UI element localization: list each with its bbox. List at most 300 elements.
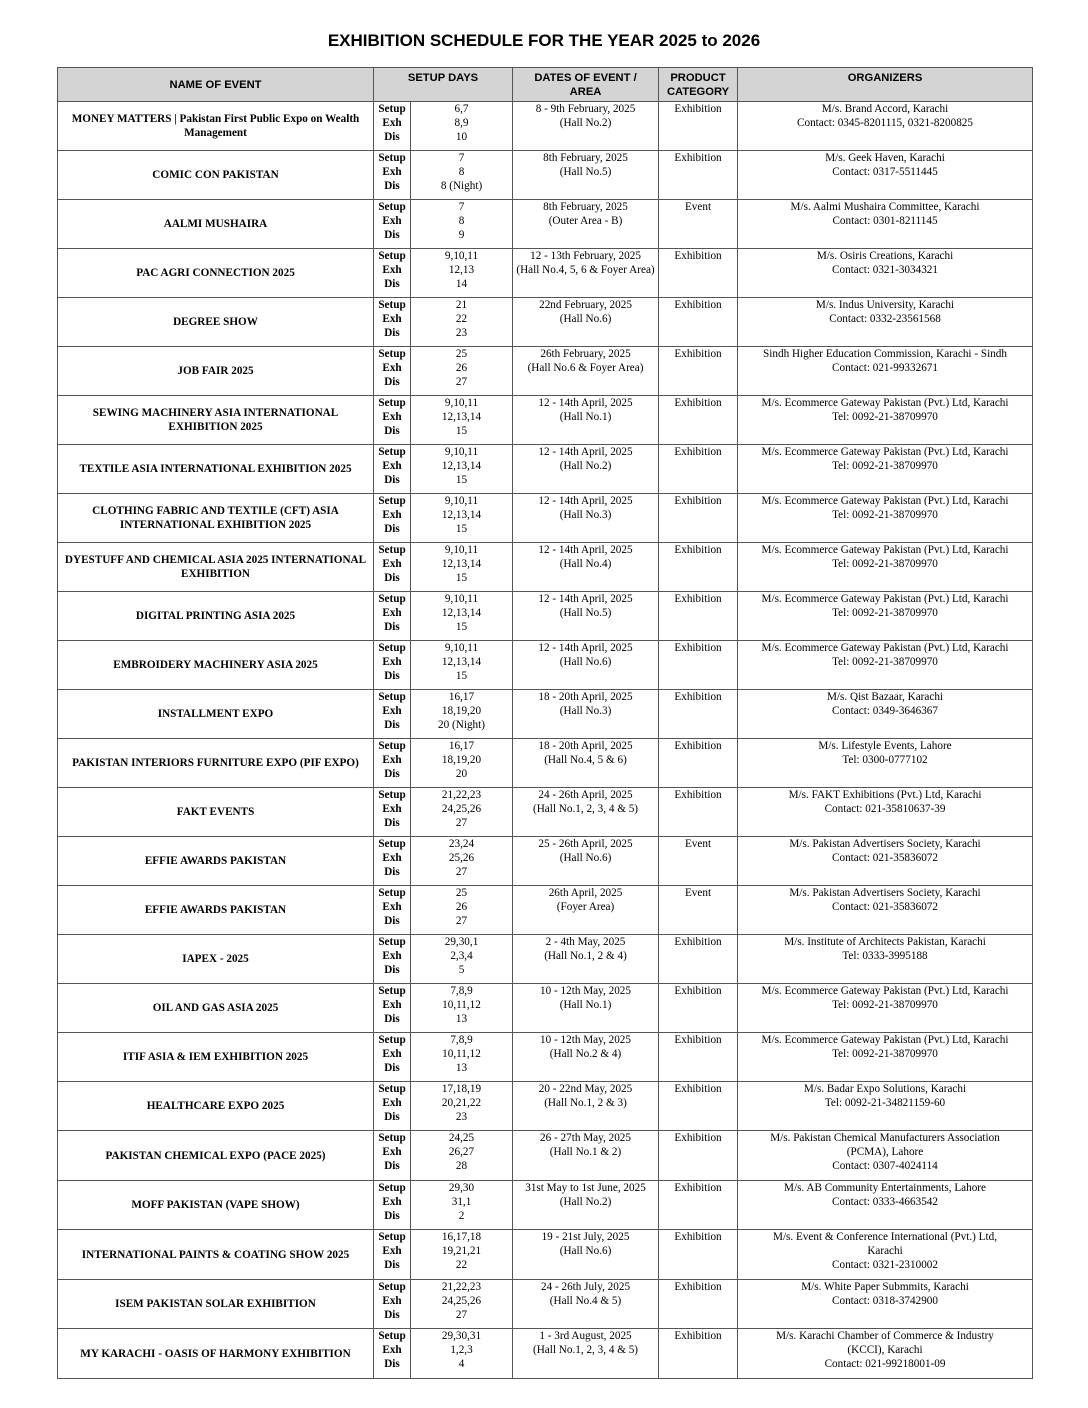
header-dates-line2: AREA — [569, 86, 602, 98]
phase-labels — [374, 200, 411, 249]
exh-days: 24,25,26 — [441, 1295, 482, 1307]
table-row — [58, 935, 1033, 984]
product-category: Exhibition — [659, 543, 738, 592]
table-row — [58, 641, 1033, 690]
setup-label: Setup — [378, 1034, 406, 1046]
phase-labels — [374, 1131, 411, 1181]
exh-label: Exh — [382, 313, 402, 325]
setup-days: 16,17 — [448, 740, 475, 752]
dis-days: 20 (Night) — [438, 719, 485, 731]
dis-label: Dis — [384, 719, 400, 731]
product-category: Exhibition — [659, 1033, 738, 1082]
event-name: CLOTHING FABRIC AND TEXTILE (CFT) ASIA INTERNATIONAL EXHIBITION 2025 — [58, 494, 374, 543]
setup-days: 21,22,23 — [441, 789, 482, 801]
organizer — [738, 592, 1033, 641]
table-row — [58, 494, 1033, 543]
phase-labels — [374, 1082, 411, 1131]
phase-labels — [374, 1230, 411, 1280]
dis-days: 15 — [455, 621, 468, 633]
product-category: Exhibition — [659, 494, 738, 543]
product-category: Exhibition — [659, 298, 738, 347]
event-name: MY KARACHI - OASIS OF HARMONY EXHIBITION — [58, 1329, 374, 1379]
phase-labels — [374, 102, 411, 151]
setup-days: 23,24 — [448, 838, 475, 850]
event-area: (Hall No.1, 2, 3, 4 & 5) — [533, 1344, 639, 1356]
phase-labels — [374, 886, 411, 935]
event-date: 31st May to 1st June, 2025 — [525, 1182, 646, 1194]
setup-days: 9,10,11 — [444, 250, 479, 262]
organizer — [738, 837, 1033, 886]
exh-label: Exh — [382, 411, 402, 423]
organizer-line: Contact: 0301-8211145 — [832, 215, 938, 227]
exh-label: Exh — [382, 803, 402, 815]
product-category: Exhibition — [659, 739, 738, 788]
setup-days: 7,8,9 — [450, 985, 473, 997]
organizer — [738, 200, 1033, 249]
dis-label: Dis — [384, 327, 400, 339]
header-dates-line1: DATES OF EVENT / — [534, 72, 637, 84]
event-area: (Hall No.2) — [559, 460, 612, 472]
phase-days — [411, 494, 513, 543]
phase-days — [411, 200, 513, 249]
event-name: PAKISTAN INTERIORS FURNITURE EXPO (PIF EXPO) — [58, 739, 374, 788]
header-name-of-event: NAME OF EVENT — [58, 68, 374, 102]
event-area: (Hall No.1, 2 & 3) — [544, 1097, 627, 1109]
event-name: IAPEX - 2025 — [58, 935, 374, 984]
event-name: DYESTUFF AND CHEMICAL ASIA 2025 INTERNATIONAL EXHIBITION — [58, 543, 374, 592]
organizer-line: Tel: 0092-21-38709970 — [832, 460, 938, 472]
setup-label: Setup — [378, 299, 406, 311]
setup-label: Setup — [378, 1132, 406, 1144]
setup-label: Setup — [378, 789, 406, 801]
table-row — [58, 249, 1033, 298]
phase-labels — [374, 788, 411, 837]
event-name: ITIF ASIA & IEM EXHIBITION 2025 — [58, 1033, 374, 1082]
event-dates-area — [513, 1131, 659, 1181]
header-product-category — [659, 68, 738, 102]
setup-days: 17,18,19 — [441, 1083, 482, 1095]
event-date: 10 - 12th May, 2025 — [540, 985, 631, 997]
phase-labels — [374, 494, 411, 543]
event-name: EFFIE AWARDS PAKISTAN — [58, 886, 374, 935]
dis-days: 4 — [458, 1358, 465, 1370]
exh-days: 8 — [458, 166, 465, 178]
dis-days: 13 — [455, 1013, 468, 1025]
organizer-line: (KCCI), Karachi — [847, 1344, 923, 1356]
exh-days: 12,13,14 — [441, 509, 482, 521]
event-area: (Hall No.6) — [559, 313, 612, 325]
event-dates-area — [513, 200, 659, 249]
phase-labels — [374, 641, 411, 690]
setup-days: 25 — [455, 887, 468, 899]
phase-days — [411, 1280, 513, 1329]
table-row — [58, 298, 1033, 347]
table-row — [58, 690, 1033, 739]
dis-days: 27 — [455, 866, 468, 878]
dis-days: 8 (Night) — [440, 180, 483, 192]
event-area: (Hall No.2) — [559, 1196, 612, 1208]
event-dates-area — [513, 641, 659, 690]
dis-days: 22 — [455, 1259, 468, 1271]
exh-days: 1,2,3 — [450, 1344, 473, 1356]
organizer-line: Contact: 021-99332671 — [832, 362, 938, 374]
event-area: (Foyer Area) — [556, 901, 615, 913]
organizer-line: (PCMA), Lahore — [846, 1146, 924, 1158]
event-date: 24 - 26th July, 2025 — [540, 1281, 631, 1293]
organizer-line: M/s. Lifestyle Events, Lahore — [818, 740, 952, 752]
event-date: 22nd February, 2025 — [539, 299, 632, 311]
organizer-line: M/s. FAKT Exhibitions (Pvt.) Ltd, Karachi — [788, 789, 982, 801]
setup-days: 9,10,11 — [444, 642, 479, 654]
event-name: PAKISTAN CHEMICAL EXPO (PACE 2025) — [58, 1131, 374, 1181]
phase-days — [411, 788, 513, 837]
phase-days — [411, 739, 513, 788]
dis-label: Dis — [384, 1013, 400, 1025]
exh-days: 31,1 — [451, 1196, 472, 1208]
dis-days: 15 — [455, 523, 468, 535]
event-area: (Hall No.1 & 2) — [549, 1146, 622, 1158]
phase-days — [411, 935, 513, 984]
event-name: MONEY MATTERS | Pakistan First Public Expo on Wealth Management — [58, 102, 374, 151]
event-area: (Hall No.3) — [559, 509, 612, 521]
setup-label: Setup — [378, 691, 406, 703]
phase-labels — [374, 249, 411, 298]
event-date: 12 - 14th April, 2025 — [538, 593, 633, 605]
dis-days: 27 — [455, 915, 468, 927]
organizer-line: Contact: 0349-3646367 — [832, 705, 938, 717]
table-row — [58, 984, 1033, 1033]
setup-days: 7 — [458, 152, 465, 164]
event-date: 25 - 26th April, 2025 — [538, 838, 633, 850]
event-date: 12 - 14th April, 2025 — [538, 544, 633, 556]
phase-days — [411, 1230, 513, 1280]
event-dates-area — [513, 543, 659, 592]
phase-days — [411, 1033, 513, 1082]
table-row — [58, 1033, 1033, 1082]
setup-label: Setup — [378, 348, 406, 360]
event-area: (Hall No.4) — [559, 558, 612, 570]
phase-labels — [374, 1280, 411, 1329]
event-area: (Hall No.1) — [559, 999, 612, 1011]
organizer-line: M/s. Ecommerce Gateway Pakistan (Pvt.) Ltd, Karachi — [761, 495, 1009, 507]
event-name: DIGITAL PRINTING ASIA 2025 — [58, 592, 374, 641]
exh-label: Exh — [382, 1097, 402, 1109]
exh-label: Exh — [382, 852, 402, 864]
exh-days: 12,13 — [448, 264, 475, 276]
phase-labels — [374, 151, 411, 200]
exh-label: Exh — [382, 558, 402, 570]
setup-label: Setup — [378, 1281, 406, 1293]
organizer — [738, 690, 1033, 739]
dis-label: Dis — [384, 131, 400, 143]
event-area: (Hall No.4, 5, 6 & Foyer Area) — [516, 264, 655, 276]
dis-days: 27 — [455, 817, 468, 829]
event-name: COMIC CON PAKISTAN — [58, 151, 374, 200]
organizer — [738, 1181, 1033, 1230]
product-category: Exhibition — [659, 788, 738, 837]
event-dates-area — [513, 788, 659, 837]
organizer-line: Contact: 0333-4663542 — [832, 1196, 938, 1208]
product-category: Exhibition — [659, 1230, 738, 1280]
exh-label: Exh — [382, 1048, 402, 1060]
dis-label: Dis — [384, 1160, 400, 1172]
setup-label: Setup — [378, 250, 406, 262]
event-date: 2 - 4th May, 2025 — [545, 936, 626, 948]
table-row — [58, 396, 1033, 445]
product-category: Exhibition — [659, 935, 738, 984]
exh-days: 12,13,14 — [441, 411, 482, 423]
dis-label: Dis — [384, 1062, 400, 1074]
organizer-line: Tel: 0092-21-34821159-60 — [824, 1097, 946, 1109]
organizer — [738, 1329, 1033, 1379]
product-category: Exhibition — [659, 592, 738, 641]
exh-label: Exh — [382, 1245, 402, 1257]
setup-days: 9,10,11 — [444, 495, 479, 507]
table-row — [58, 1131, 1033, 1181]
setup-days: 9,10,11 — [444, 446, 479, 458]
phase-labels — [374, 935, 411, 984]
product-category: Exhibition — [659, 347, 738, 396]
event-dates-area — [513, 984, 659, 1033]
phase-days — [411, 396, 513, 445]
event-date: 12 - 14th April, 2025 — [538, 642, 633, 654]
dis-label: Dis — [384, 768, 400, 780]
dis-label: Dis — [384, 866, 400, 878]
setup-days: 24,25 — [448, 1132, 475, 1144]
event-name: TEXTILE ASIA INTERNATIONAL EXHIBITION 2025 — [58, 445, 374, 494]
phase-days — [411, 837, 513, 886]
event-name: MOFF PAKISTAN (VAPE SHOW) — [58, 1181, 374, 1230]
exh-label: Exh — [382, 215, 402, 227]
phase-days — [411, 543, 513, 592]
exh-days: 22 — [455, 313, 468, 325]
phase-days — [411, 1082, 513, 1131]
exh-label: Exh — [382, 1196, 402, 1208]
event-date: 8 - 9th February, 2025 — [535, 103, 636, 115]
dis-days: 20 — [455, 768, 468, 780]
header-dates-area — [513, 68, 659, 102]
exh-label: Exh — [382, 950, 402, 962]
organizer-line: M/s. AB Community Entertainments, Lahore — [784, 1182, 986, 1194]
organizer-line: M/s. Ecommerce Gateway Pakistan (Pvt.) Ltd, Karachi — [761, 1034, 1009, 1046]
phase-days — [411, 984, 513, 1033]
event-date: 18 - 20th April, 2025 — [538, 740, 633, 752]
organizer-line: Contact: 021-35836072 — [832, 852, 938, 864]
organizer-line: Contact: 021-35810637-39 — [824, 803, 946, 815]
setup-days: 7 — [458, 201, 465, 213]
organizer-line: Contact: 021-35836072 — [832, 901, 938, 913]
exh-label: Exh — [382, 1146, 402, 1158]
exh-label: Exh — [382, 1295, 402, 1307]
event-name: JOB FAIR 2025 — [58, 347, 374, 396]
event-date: 12 - 13th February, 2025 — [530, 250, 641, 262]
event-name: FAKT EVENTS — [58, 788, 374, 837]
setup-label: Setup — [378, 201, 406, 213]
organizer-line: M/s. Karachi Chamber of Commerce & Industry — [776, 1330, 994, 1342]
phase-labels — [374, 1181, 411, 1230]
dis-days: 2 — [458, 1210, 465, 1222]
table-row — [58, 739, 1033, 788]
event-area: (Hall No.2 & 4) — [549, 1048, 622, 1060]
setup-label: Setup — [378, 740, 406, 752]
organizer — [738, 1033, 1033, 1082]
setup-label: Setup — [378, 1182, 406, 1194]
event-name: HEALTHCARE EXPO 2025 — [58, 1082, 374, 1131]
organizer-line: M/s. Ecommerce Gateway Pakistan (Pvt.) Ltd, Karachi — [761, 544, 1009, 556]
event-date: 24 - 26th April, 2025 — [538, 789, 633, 801]
exh-label: Exh — [382, 656, 402, 668]
organizer — [738, 788, 1033, 837]
page-title: EXHIBITION SCHEDULE FOR THE YEAR 2025 to 2026 — [327, 31, 761, 50]
dis-days: 15 — [455, 474, 468, 486]
dis-label: Dis — [384, 229, 400, 241]
product-category: Exhibition — [659, 249, 738, 298]
exh-days: 26 — [455, 362, 468, 374]
event-name: PAC AGRI CONNECTION 2025 — [58, 249, 374, 298]
product-category: Exhibition — [659, 690, 738, 739]
header-category-line2: CATEGORY — [666, 86, 730, 98]
organizer-line: M/s. Pakistan Advertisers Society, Karachi — [789, 887, 981, 899]
table-row — [58, 543, 1033, 592]
event-name: ISEM PAKISTAN SOLAR EXHIBITION — [58, 1280, 374, 1329]
event-date: 26th February, 2025 — [540, 348, 631, 360]
event-area: (Hall No.6) — [559, 852, 612, 864]
product-category: Exhibition — [659, 1181, 738, 1230]
dis-days: 23 — [455, 327, 468, 339]
phase-labels — [374, 347, 411, 396]
phase-labels — [374, 445, 411, 494]
organizer — [738, 739, 1033, 788]
phase-labels — [374, 1329, 411, 1379]
organizer — [738, 1082, 1033, 1131]
exh-days: 18,19,20 — [441, 754, 482, 766]
organizer — [738, 641, 1033, 690]
organizer-line: M/s. Indus University, Karachi — [815, 299, 955, 311]
organizer-line: Sindh Higher Education Commission, Karachi - Sindh — [763, 348, 1007, 360]
event-name: INSTALLMENT EXPO — [58, 690, 374, 739]
dis-days: 27 — [455, 1309, 468, 1321]
dis-label: Dis — [384, 1210, 400, 1222]
setup-days: 9,10,11 — [444, 593, 479, 605]
event-dates-area — [513, 739, 659, 788]
phase-labels — [374, 592, 411, 641]
dis-days: 9 — [458, 229, 465, 241]
phase-labels — [374, 396, 411, 445]
organizer-line: M/s. Institute of Architects Pakistan, Karachi — [784, 936, 986, 948]
header-category-line1: PRODUCT — [670, 72, 726, 84]
table-row — [58, 788, 1033, 837]
organizer-line: M/s. Badar Expo Solutions, Karachi — [803, 1083, 967, 1095]
event-dates-area — [513, 494, 659, 543]
setup-label: Setup — [378, 544, 406, 556]
dis-days: 28 — [455, 1160, 468, 1172]
dis-label: Dis — [384, 817, 400, 829]
event-area: (Hall No.6 & Foyer Area) — [527, 362, 644, 374]
event-area: (Hall No.2) — [559, 117, 612, 129]
exh-days: 8,9 — [454, 117, 469, 129]
dis-label: Dis — [384, 180, 400, 192]
exh-label: Exh — [382, 607, 402, 619]
event-date: 12 - 14th April, 2025 — [538, 495, 633, 507]
organizer-line: Tel: 0092-21-38709970 — [832, 656, 938, 668]
dis-days: 15 — [455, 670, 468, 682]
setup-label: Setup — [378, 985, 406, 997]
table-row — [58, 151, 1033, 200]
phase-days — [411, 592, 513, 641]
event-area: (Outer Area - B) — [548, 215, 623, 227]
dis-label: Dis — [384, 474, 400, 486]
table-row — [58, 102, 1033, 151]
event-name: SEWING MACHINERY ASIA INTERNATIONAL EXHIBITION 2025 — [58, 396, 374, 445]
event-name: AALMI MUSHAIRA — [58, 200, 374, 249]
event-area: (Hall No.6) — [559, 656, 612, 668]
event-date: 12 - 14th April, 2025 — [538, 446, 633, 458]
setup-label: Setup — [378, 1231, 406, 1243]
organizer — [738, 935, 1033, 984]
event-name: INTERNATIONAL PAINTS & COATING SHOW 2025 — [58, 1230, 374, 1280]
table-row — [58, 347, 1033, 396]
product-category: Event — [659, 837, 738, 886]
dis-label: Dis — [384, 572, 400, 584]
product-category: Event — [659, 200, 738, 249]
event-dates-area — [513, 445, 659, 494]
organizer-line: M/s. Pakistan Chemical Manufacturers Association — [770, 1132, 1000, 1144]
event-date: 12 - 14th April, 2025 — [538, 397, 633, 409]
setup-days: 7,8,9 — [450, 1034, 473, 1046]
phase-days — [411, 102, 513, 151]
setup-days: 25 — [455, 348, 468, 360]
organizer-line: Tel: 0333-3995188 — [842, 950, 928, 962]
setup-label: Setup — [378, 495, 406, 507]
event-dates-area — [513, 1230, 659, 1280]
setup-label: Setup — [378, 1330, 406, 1342]
event-area: (Hall No.5) — [559, 166, 612, 178]
organizer-line: M/s. Brand Accord, Karachi — [821, 103, 949, 115]
exh-days: 10,11,12 — [442, 1048, 481, 1060]
event-date: 10 - 12th May, 2025 — [540, 1034, 631, 1046]
event-date: 26th April, 2025 — [548, 887, 623, 899]
dis-label: Dis — [384, 1111, 400, 1123]
exh-days: 18,19,20 — [441, 705, 482, 717]
organizer-line: M/s. Ecommerce Gateway Pakistan (Pvt.) Ltd, Karachi — [761, 397, 1009, 409]
setup-label: Setup — [378, 1083, 406, 1095]
dis-label: Dis — [384, 1309, 400, 1321]
event-dates-area — [513, 935, 659, 984]
event-date: 8th February, 2025 — [543, 152, 628, 164]
organizer-line: M/s. White Paper Submmits, Karachi — [801, 1281, 969, 1293]
event-dates-area — [513, 347, 659, 396]
phase-labels — [374, 739, 411, 788]
setup-label: Setup — [378, 936, 406, 948]
table-row — [58, 592, 1033, 641]
setup-days: 6,7 — [454, 103, 469, 115]
organizer-line: M/s. Event & Conference International (Pvt.) Ltd, — [773, 1231, 998, 1243]
dis-days: 14 — [455, 278, 468, 290]
phase-labels — [374, 690, 411, 739]
event-date: 20 - 22nd May, 2025 — [538, 1083, 633, 1095]
setup-days: 21,22,23 — [441, 1281, 482, 1293]
setup-label: Setup — [378, 838, 406, 850]
event-dates-area — [513, 396, 659, 445]
event-area: (Hall No.1, 2 & 4) — [544, 950, 627, 962]
dis-days: 15 — [455, 572, 468, 584]
table-row — [58, 837, 1033, 886]
organizer-line: M/s. Qist Bazaar, Karachi — [826, 691, 944, 703]
exh-days: 25,26 — [448, 852, 475, 864]
setup-days: 29,30 — [448, 1182, 475, 1194]
exh-label: Exh — [382, 117, 402, 129]
event-name: OIL AND GAS ASIA 2025 — [58, 984, 374, 1033]
